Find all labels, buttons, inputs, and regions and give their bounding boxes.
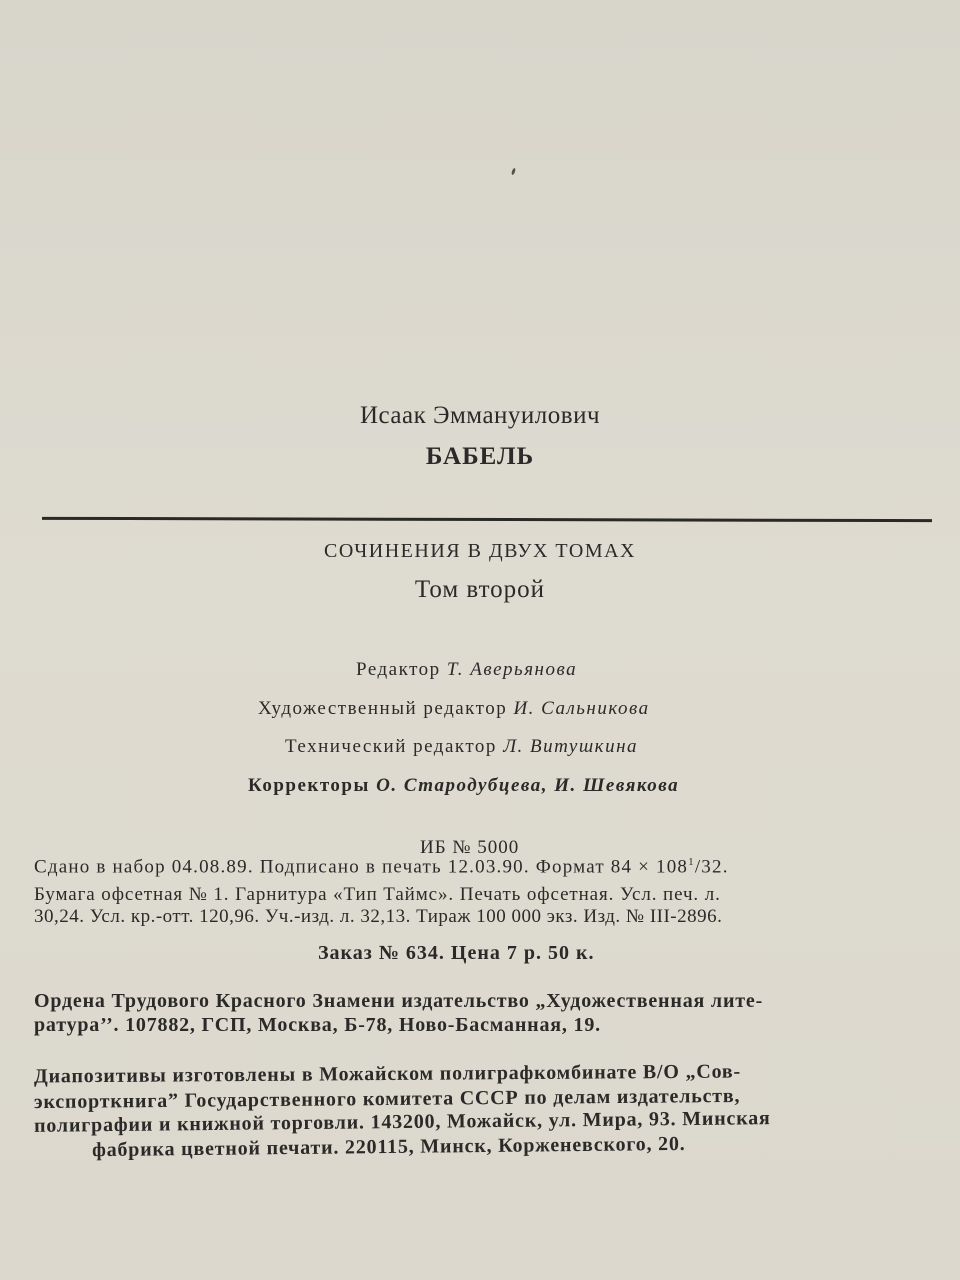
printing-line-1: Диапозитивы изготовлены в Можайском полиграфкомбинате В/О „Сов- [33,1060,742,1088]
format-superscript: 1 [688,856,695,868]
order-and-price: Заказ № 634. Цена 7 р. 50 к. [318,942,595,964]
credit-art-editor [258,698,650,720]
credit-role: Корректоры [248,775,370,796]
credit-name: Т. Аверьянова [446,659,578,680]
credit-name: О. Стародубцева, И. Шевякова [376,775,680,796]
credit-role: Технический редактор [285,736,497,757]
credit-editor [356,659,577,681]
credit-name: И. Сальникова [513,698,650,719]
divider-rule [42,517,932,522]
author-surname: БАБЕЛЬ [425,443,535,470]
credit-role: Художественный редактор [258,698,508,719]
ib-number: ИБ № 5000 [420,837,520,858]
printing-line-3: полиграфии и книжной торговли. 143200, Можайск, ул. Мира, 93. Минская [33,1107,771,1137]
credit-tech-editor [285,736,638,758]
publisher-line-2: ратура’’. 107882, ГСП, Москва, Б-78, Ново-Басманная, 19. [34,1014,601,1036]
credit-proofreaders [248,775,679,797]
volume-title: Том второй [414,576,546,603]
printing-line-2: экспорткнига” Государственного комитета СССР по делам издательств, [33,1084,741,1114]
printing-line-4: фабрика цветной печати. 220115, Минск, Корженевского, 20. [91,1132,686,1162]
imprint-line-2: Бумага офсетная № 1. Гарнитура «Тип Таймс». Печать офсетная. Усл. печ. л. [34,884,721,905]
imprint-line-1-main: Сдано в набор 04.08.89. Подписано в печать 12.03.90. Формат 84 × 108 [34,856,689,878]
imprint-line-1 [34,856,729,878]
imprint-line-1-tail: /32. [694,856,729,878]
credit-role: Редактор [356,659,441,680]
publisher-line-1: Ордена Трудового Красного Знамени издательство „Художественная лите- [34,990,764,1012]
imprint-line-3: 30,24. Усл. кр.-отт. 120,96. Уч.-изд. л. 32,13. Тираж 100 000 экз. Изд. № III-2896. [34,906,723,927]
series-title: СОЧИНЕНИЯ В ДВУХ ТОМАХ [324,540,636,562]
author-first-names: Исаак Эммануилович [359,402,601,429]
credit-name: Л. Витушкина [503,736,638,757]
ink-speck [511,168,516,176]
